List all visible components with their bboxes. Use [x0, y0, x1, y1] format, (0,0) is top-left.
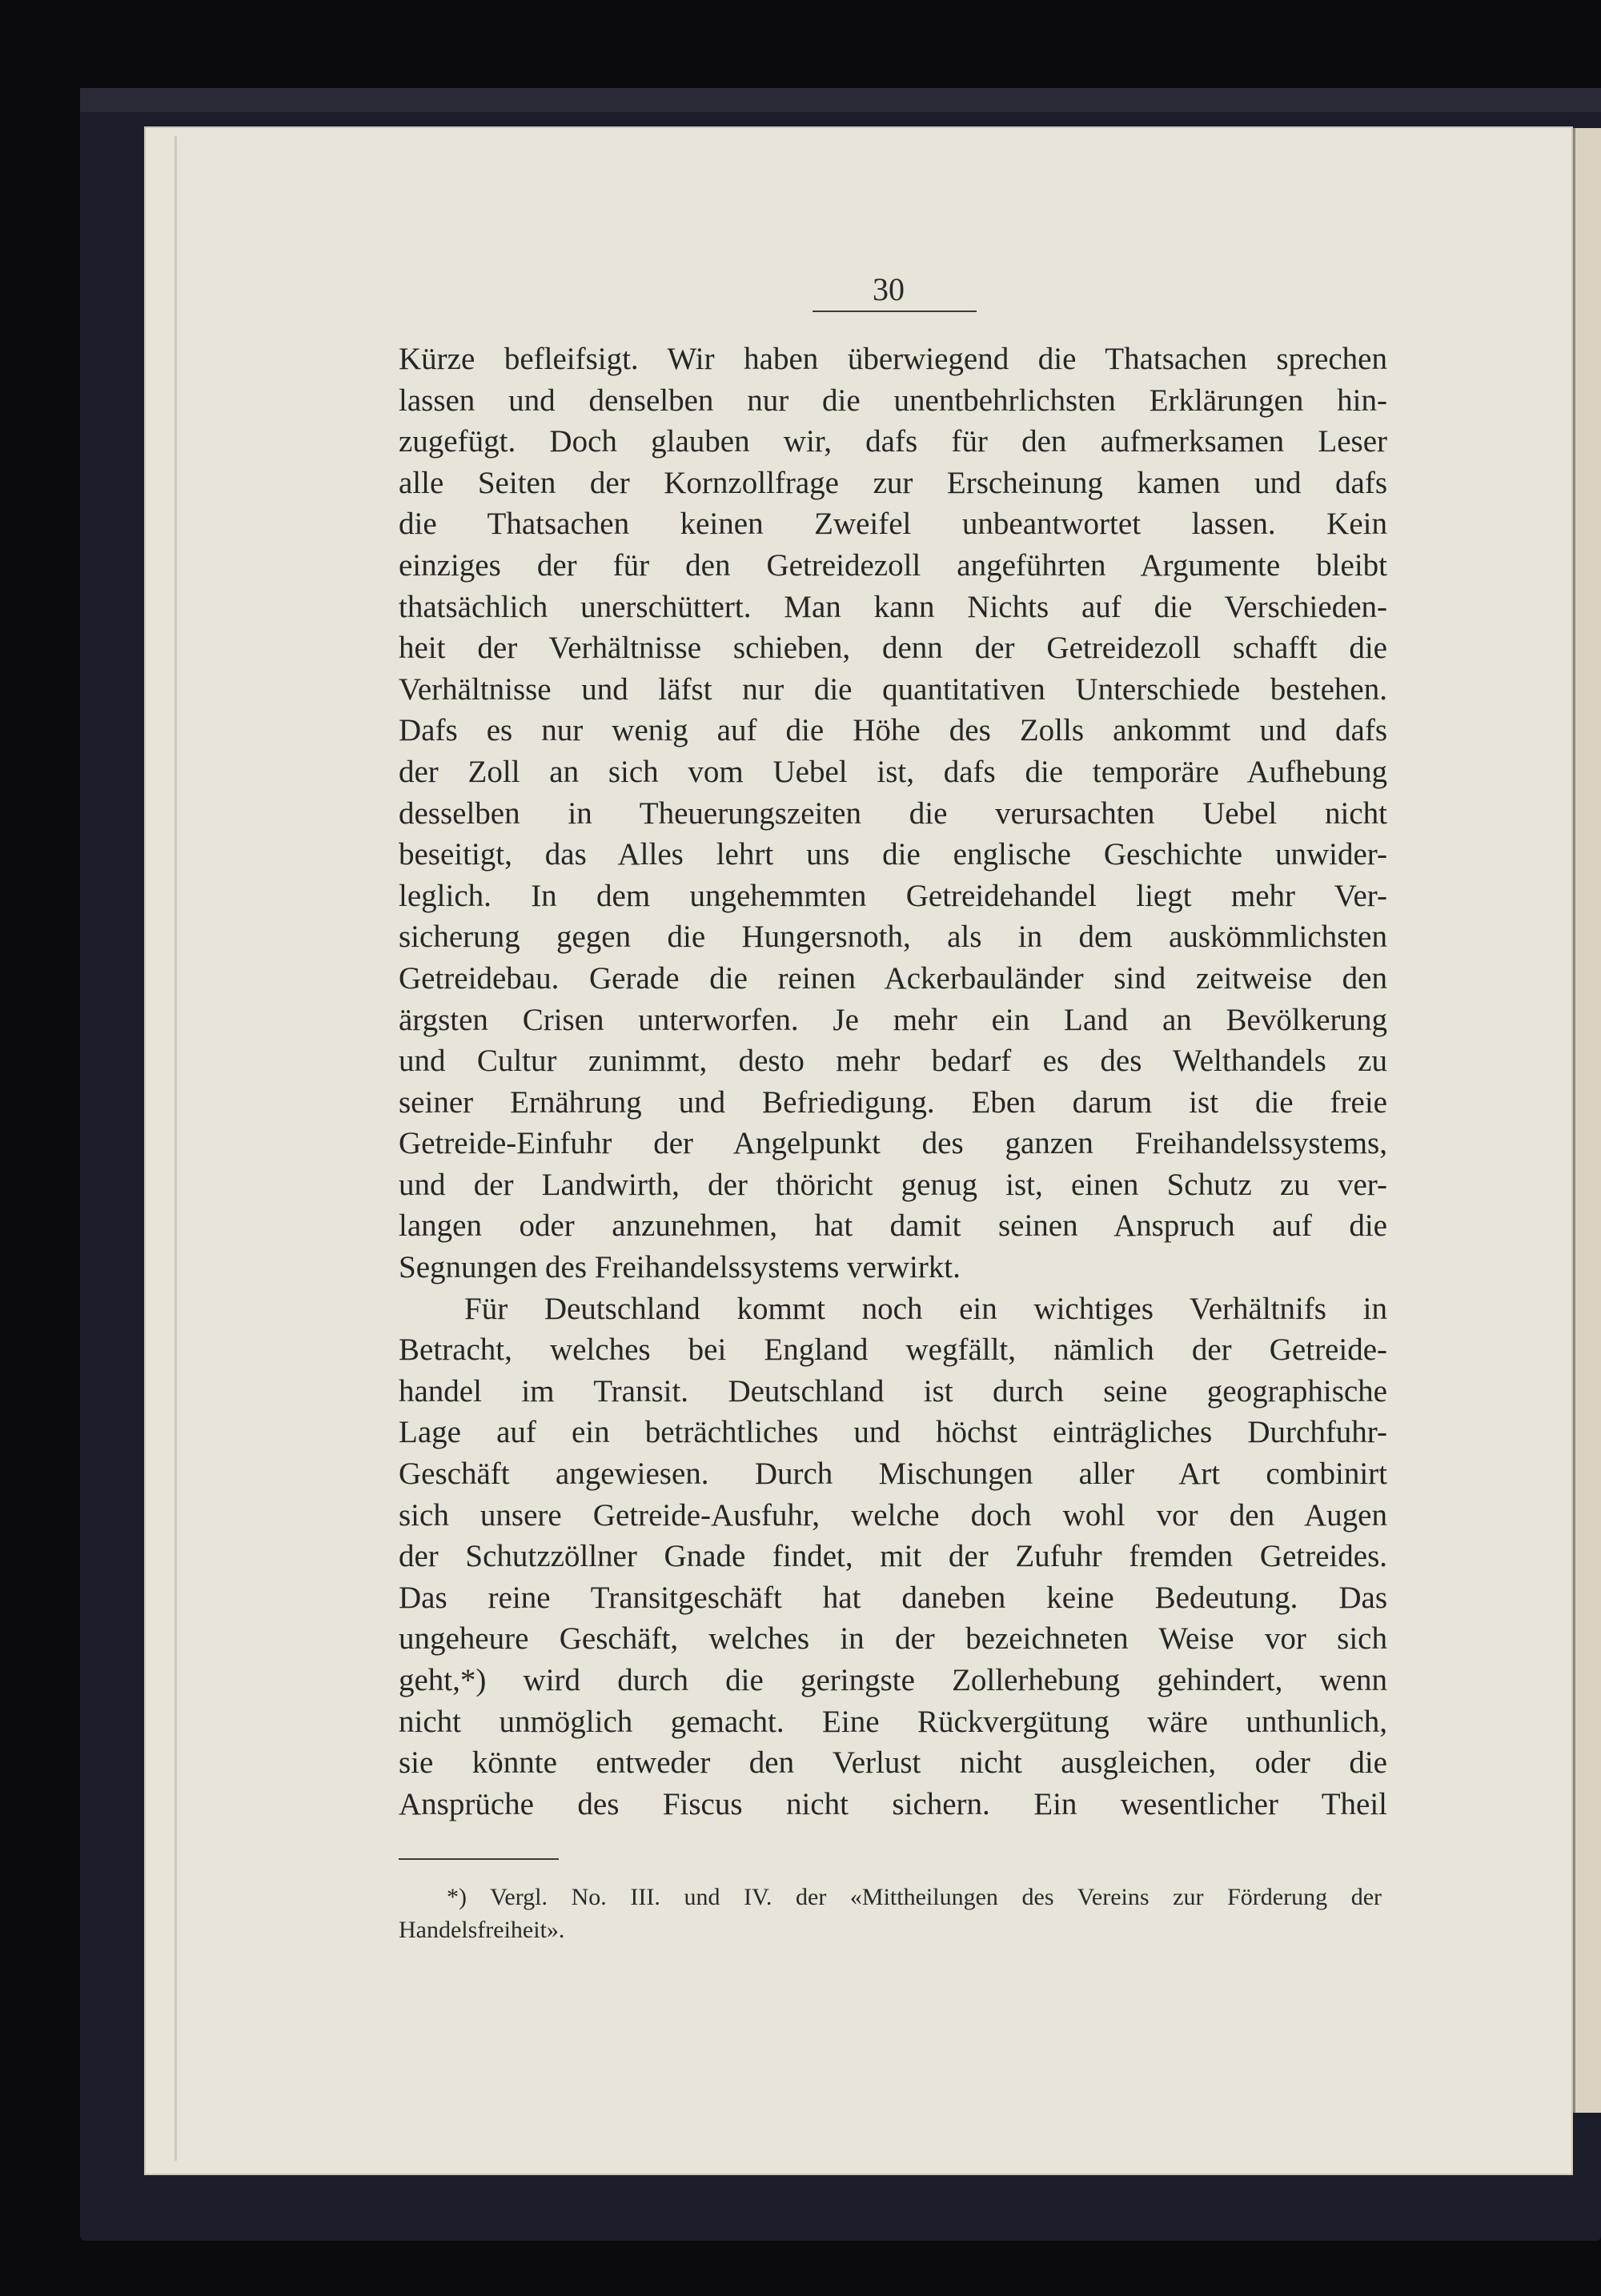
- text-line: alle Seiten der Kornzollfrage zur Erscheinung kamen und dafs: [399, 465, 1387, 500]
- text-line: Getreidebau. Gerade die reinen Ackerbauländer sind zeitweise den: [399, 960, 1387, 996]
- text-line: Ansprüche des Fiscus nicht sichern. Ein wesentlicher Theil: [399, 1786, 1387, 1821]
- text-line: Kürze befleifsigt. Wir haben überwiegend die Thatsachen sprechen: [399, 342, 1387, 376]
- text-line: thatsächlich unerschüttert. Man kann Nichts auf die Verschieden-: [399, 589, 1387, 624]
- body-text: [399, 339, 1387, 1825]
- text-line: heit der Verhältnisse schieben, denn der Getreidezoll schafft die: [399, 631, 1387, 666]
- text-line: nicht unmöglich gemacht. Eine Rückvergütung wäre unthunlich,: [399, 1704, 1387, 1739]
- text-line: die Thatsachen keinen Zweifel unbeantwortet lassen. Kein: [399, 507, 1387, 542]
- text-line: langen oder anzunehmen, hat damit seinen Anspruch auf die: [399, 1208, 1387, 1244]
- text-line: ärgsten Crisen unterworfen. Je mehr ein Land an Bevölkerung: [399, 1002, 1387, 1037]
- text-line: sie könnte entweder den Verlust nicht ausgleichen, oder die: [399, 1745, 1387, 1781]
- text-line: desselben in Theuerungszeiten die verursachten Uebel nicht: [399, 795, 1387, 831]
- text-line: Dafs es nur wenig auf die Höhe des Zolls ankommt und dafs: [399, 713, 1387, 748]
- page-number-rule: [813, 311, 977, 312]
- text-line: lassen und denselben nur die unentbehrlichsten Erklärungen hin-: [399, 383, 1387, 418]
- cover-top-edge: [80, 88, 1601, 112]
- text-line: der Schutzzöllner Gnade findet, mit der Zufuhr fremden Getreides.: [399, 1539, 1387, 1574]
- footnote-line: Handelsfreiheit».: [399, 1917, 565, 1943]
- text-line: handel im Transit. Deutschland ist durch seine geographische: [399, 1373, 1387, 1408]
- text-line: und Cultur zunimmt, desto mehr bedarf es des Welthandels zu: [399, 1044, 1387, 1079]
- text-line: Betracht, welches bei England wegfällt, nämlich der Getreide-: [399, 1332, 1387, 1368]
- page-gutter-line: [175, 136, 177, 2161]
- footnote: [399, 1881, 1382, 1946]
- footnote-rule: [399, 1858, 559, 1860]
- text-line: Für Deutschland kommt noch ein wichtiges Verhältnifs in: [464, 1291, 1387, 1326]
- text-line: leglich. In dem ungehemmten Getreidehandel liegt mehr Ver-: [399, 878, 1387, 913]
- text-line: und der Landwirth, der thöricht genug ist, einen Schutz zu ver-: [399, 1167, 1387, 1202]
- text-line: Getreide-Einfuhr der Angelpunkt des ganzen Freihandelssystems,: [399, 1126, 1387, 1161]
- text-line: einziges der für den Getreidezoll angeführten Argumente bleibt: [399, 547, 1387, 583]
- text-line: zugefügt. Doch glauben wir, dafs für den aufmerksamen Leser: [399, 424, 1387, 459]
- text-line: beseitigt, das Alles lehrt uns die englische Geschichte unwider-: [399, 837, 1387, 872]
- footnote-line: *) Vergl. No. III. und IV. der «Mittheilungen des Vereins zur Förderung der: [447, 1884, 1382, 1910]
- facing-page-edge: [1573, 128, 1601, 2113]
- text-line: geht,*) wird durch die geringste Zollerhebung gehindert, wenn: [399, 1663, 1387, 1697]
- text-line: der Zoll an sich vom Uebel ist, dafs die temporäre Aufhebung: [399, 754, 1387, 789]
- text-line: ungeheure Geschäft, welches in der bezeichneten Weise vor sich: [399, 1621, 1387, 1657]
- text-line: sicherung gegen die Hungersnoth, als in dem auskömmlichsten: [399, 920, 1387, 955]
- text-line: Lage auf ein beträchtliches und höchst einträgliches Durchfuhr-: [399, 1415, 1387, 1450]
- text-line: seiner Ernährung und Befriedigung. Eben darum ist die freie: [399, 1084, 1387, 1120]
- text-line: Geschäft angewiesen. Durch Mischungen aller Art combinirt: [399, 1457, 1387, 1492]
- page-number: 30: [873, 271, 905, 307]
- text-line: Verhältnisse und läfst nur die quantitativen Unterschiede bestehen.: [399, 671, 1387, 707]
- text-line: Segnungen des Freihandelssystems verwirkt.: [399, 1250, 961, 1285]
- text-line: Das reine Transitgeschäft hat daneben keine Bedeutung. Das: [399, 1580, 1387, 1615]
- text-line: sich unsere Getreide-Ausfuhr, welche doch wohl vor den Augen: [399, 1497, 1387, 1533]
